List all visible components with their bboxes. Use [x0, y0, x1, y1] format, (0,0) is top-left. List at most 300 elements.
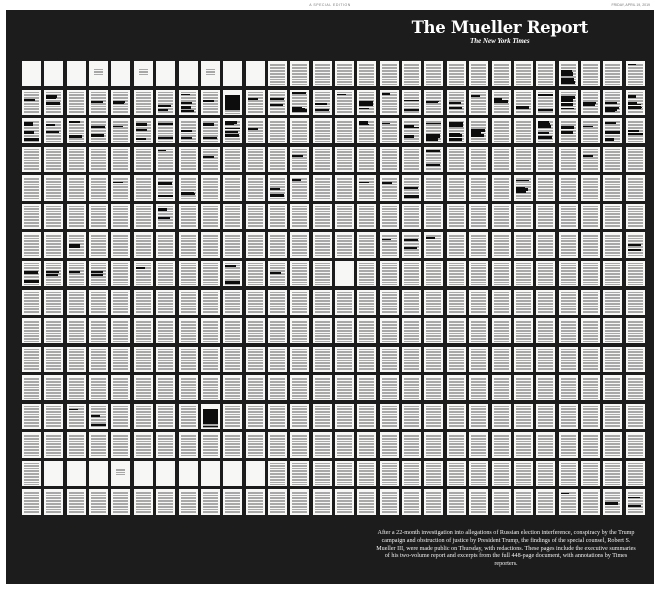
- report-page-thumbnail: [357, 347, 376, 372]
- report-page-thumbnail: [89, 232, 108, 257]
- report-page-thumbnail: [380, 404, 399, 429]
- report-page-thumbnail: [67, 432, 86, 457]
- report-page-thumbnail: [223, 489, 242, 514]
- report-page-thumbnail: [536, 261, 555, 286]
- report-page-thumbnail: [290, 232, 309, 257]
- report-page-thumbnail: [67, 204, 86, 229]
- report-page-thumbnail: [313, 375, 332, 400]
- report-page-thumbnail: [357, 61, 376, 86]
- report-page-thumbnail: [603, 489, 622, 514]
- report-page-thumbnail: [67, 147, 86, 172]
- report-page-thumbnail: [469, 461, 488, 486]
- report-page-thumbnail: [424, 347, 443, 372]
- report-page-thumbnail: [603, 232, 622, 257]
- report-page-thumbnail: [223, 204, 242, 229]
- report-page-thumbnail: [223, 461, 242, 486]
- report-page-thumbnail: [313, 290, 332, 315]
- report-page-thumbnail: [603, 204, 622, 229]
- report-page-thumbnail: [380, 261, 399, 286]
- report-page-thumbnail: [603, 375, 622, 400]
- report-page-thumbnail: [380, 147, 399, 172]
- report-page-thumbnail: [424, 147, 443, 172]
- report-page-thumbnail: [268, 261, 287, 286]
- report-page-thumbnail: [111, 347, 130, 372]
- report-page-thumbnail: [514, 489, 533, 514]
- report-page-thumbnail: [335, 204, 354, 229]
- report-page-thumbnail: [626, 461, 645, 486]
- report-page-thumbnail: [536, 175, 555, 200]
- report-page-thumbnail: [469, 204, 488, 229]
- report-page-thumbnail: [581, 461, 600, 486]
- report-page-thumbnail: [156, 290, 175, 315]
- report-page-thumbnail: [626, 147, 645, 172]
- dateline: FRIDAY, APRIL 19, 2019: [611, 3, 650, 7]
- report-page-thumbnail: [402, 404, 421, 429]
- report-page-thumbnail: [469, 175, 488, 200]
- report-page-thumbnail: [313, 118, 332, 143]
- report-page-thumbnail: [335, 375, 354, 400]
- report-page-thumbnail: [380, 290, 399, 315]
- report-page-thumbnail: [402, 118, 421, 143]
- report-page-thumbnail: [179, 432, 198, 457]
- report-page-thumbnail: [246, 432, 265, 457]
- report-page-thumbnail: [469, 61, 488, 86]
- report-page-thumbnail: [156, 432, 175, 457]
- report-page-thumbnail: [223, 175, 242, 200]
- report-page-thumbnail: [268, 232, 287, 257]
- report-page-thumbnail: [603, 261, 622, 286]
- report-page-thumbnail: [402, 261, 421, 286]
- report-page-thumbnail: [290, 347, 309, 372]
- report-page-thumbnail: [559, 61, 578, 86]
- report-page-thumbnail: [22, 261, 41, 286]
- report-page-thumbnail: [581, 347, 600, 372]
- report-page-thumbnail: [223, 318, 242, 343]
- report-page-thumbnail: [357, 118, 376, 143]
- report-page-thumbnail: [514, 461, 533, 486]
- report-page-thumbnail: [111, 489, 130, 514]
- report-page-thumbnail: [514, 432, 533, 457]
- report-page-thumbnail: [469, 432, 488, 457]
- report-page-thumbnail: [514, 375, 533, 400]
- report-page-thumbnail: [424, 232, 443, 257]
- report-page-thumbnail: [536, 290, 555, 315]
- report-page-thumbnail: [44, 175, 63, 200]
- report-page-thumbnail: [156, 347, 175, 372]
- report-title: The Mueller Report: [411, 18, 588, 37]
- report-page-thumbnail: [492, 432, 511, 457]
- report-page-thumbnail: [313, 232, 332, 257]
- report-page-thumbnail: [134, 432, 153, 457]
- report-page-thumbnail: [536, 204, 555, 229]
- report-page-thumbnail: [22, 318, 41, 343]
- report-page-thumbnail: [22, 404, 41, 429]
- report-page-thumbnail: [603, 461, 622, 486]
- report-page-thumbnail: [246, 347, 265, 372]
- report-page-thumbnail: [514, 261, 533, 286]
- report-page-thumbnail: [469, 90, 488, 115]
- report-page-thumbnail: [357, 204, 376, 229]
- report-page-thumbnail: [514, 175, 533, 200]
- report-page-thumbnail: [313, 432, 332, 457]
- report-page-thumbnail: [67, 489, 86, 514]
- report-page-thumbnail: [357, 261, 376, 286]
- report-page-thumbnail: [424, 489, 443, 514]
- report-page-thumbnail: [156, 90, 175, 115]
- report-page-thumbnail: [380, 489, 399, 514]
- report-page-thumbnail: [626, 90, 645, 115]
- report-page-thumbnail: [156, 204, 175, 229]
- report-page-thumbnail: [514, 204, 533, 229]
- report-page-thumbnail: [603, 318, 622, 343]
- report-page-thumbnail: [134, 347, 153, 372]
- report-page-thumbnail: [357, 375, 376, 400]
- report-page-thumbnail: [179, 461, 198, 486]
- report-page-thumbnail: [22, 489, 41, 514]
- report-page-thumbnail: [424, 432, 443, 457]
- report-page-thumbnail: [134, 489, 153, 514]
- report-page-thumbnail: [536, 375, 555, 400]
- report-page-thumbnail: [402, 232, 421, 257]
- report-page-thumbnail: [357, 432, 376, 457]
- report-page-thumbnail: [536, 232, 555, 257]
- report-page-thumbnail: [268, 489, 287, 514]
- report-page-thumbnail: [44, 404, 63, 429]
- report-page-thumbnail: [626, 318, 645, 343]
- report-page-thumbnail: [111, 204, 130, 229]
- report-page-thumbnail: [626, 175, 645, 200]
- report-page-thumbnail: [67, 175, 86, 200]
- report-page-thumbnail: [313, 404, 332, 429]
- report-page-thumbnail: [246, 118, 265, 143]
- report-page-thumbnail: [290, 90, 309, 115]
- report-page-thumbnail: [44, 90, 63, 115]
- report-page-thumbnail: [89, 90, 108, 115]
- report-page-thumbnail: [290, 375, 309, 400]
- report-page-thumbnail: [514, 118, 533, 143]
- report-page-thumbnail: [44, 261, 63, 286]
- report-page-thumbnail: [44, 489, 63, 514]
- report-page-thumbnail: [469, 375, 488, 400]
- report-page-thumbnail: [536, 461, 555, 486]
- report-page-thumbnail: [22, 461, 41, 486]
- report-page-thumbnail: [179, 347, 198, 372]
- report-page-thumbnail: [514, 90, 533, 115]
- report-page-thumbnail: [559, 432, 578, 457]
- report-page-thumbnail: [179, 489, 198, 514]
- report-page-thumbnail: [111, 461, 130, 486]
- report-page-thumbnail: [581, 404, 600, 429]
- report-page-thumbnail: [447, 61, 466, 86]
- report-page-thumbnail: [89, 261, 108, 286]
- report-page-thumbnail: [290, 489, 309, 514]
- report-page-thumbnail: [559, 375, 578, 400]
- report-page-thumbnail: [313, 461, 332, 486]
- report-page-thumbnail: [357, 489, 376, 514]
- report-page-thumbnail: [290, 147, 309, 172]
- report-page-thumbnail: [626, 290, 645, 315]
- report-page-thumbnail: [246, 61, 265, 86]
- report-page-thumbnail: [111, 261, 130, 286]
- report-page-thumbnail: [626, 347, 645, 372]
- report-page-thumbnail: [67, 347, 86, 372]
- report-page-thumbnail: [313, 318, 332, 343]
- report-page-thumbnail: [67, 375, 86, 400]
- report-page-thumbnail: [559, 404, 578, 429]
- report-page-thumbnail: [201, 175, 220, 200]
- report-page-thumbnail: [22, 118, 41, 143]
- report-page-thumbnail: [246, 375, 265, 400]
- report-page-thumbnail: [492, 204, 511, 229]
- report-page-thumbnail: [424, 61, 443, 86]
- report-page-thumbnail: [514, 232, 533, 257]
- report-page-thumbnail: [447, 118, 466, 143]
- report-page-thumbnail: [603, 290, 622, 315]
- report-page-thumbnail: [67, 318, 86, 343]
- report-page-thumbnail: [89, 204, 108, 229]
- report-page-thumbnail: [223, 404, 242, 429]
- report-page-thumbnail: [179, 118, 198, 143]
- report-page-thumbnail: [44, 347, 63, 372]
- report-page-thumbnail: [447, 204, 466, 229]
- report-page-thumbnail: [290, 461, 309, 486]
- report-page-thumbnail: [22, 232, 41, 257]
- report-page-thumbnail: [492, 461, 511, 486]
- report-page-thumbnail: [357, 318, 376, 343]
- report-page-thumbnail: [357, 90, 376, 115]
- report-page-thumbnail: [492, 90, 511, 115]
- report-page-thumbnail: [268, 147, 287, 172]
- report-page-thumbnail: [313, 147, 332, 172]
- report-page-thumbnail: [559, 318, 578, 343]
- report-page-thumbnail: [44, 232, 63, 257]
- report-page-thumbnail: [492, 375, 511, 400]
- report-page-thumbnail: [335, 118, 354, 143]
- report-page-thumbnail: [447, 290, 466, 315]
- report-page-thumbnail: [402, 175, 421, 200]
- report-page-thumbnail: [89, 347, 108, 372]
- report-page-thumbnail: [313, 347, 332, 372]
- report-page-thumbnail: [201, 432, 220, 457]
- report-page-thumbnail: [201, 118, 220, 143]
- report-page-thumbnail: [201, 90, 220, 115]
- report-page-thumbnail: [201, 204, 220, 229]
- report-page-thumbnail: [447, 347, 466, 372]
- report-page-thumbnail: [111, 290, 130, 315]
- report-page-thumbnail: [469, 347, 488, 372]
- report-page-thumbnail: [492, 61, 511, 86]
- report-page-thumbnail: [268, 118, 287, 143]
- report-page-thumbnail: [335, 261, 354, 286]
- report-page-thumbnail: [380, 318, 399, 343]
- report-page-thumbnail: [447, 489, 466, 514]
- report-page-thumbnail: [246, 175, 265, 200]
- report-page-thumbnail: [134, 61, 153, 86]
- report-page-thumbnail: [492, 175, 511, 200]
- report-page-thumbnail: [44, 318, 63, 343]
- report-page-thumbnail: [626, 432, 645, 457]
- report-page-thumbnail: [290, 175, 309, 200]
- report-page-thumbnail: [89, 461, 108, 486]
- report-page-thumbnail: [67, 232, 86, 257]
- report-page-thumbnail: [111, 404, 130, 429]
- report-page-thumbnail: [201, 318, 220, 343]
- edition-label: A SPECIAL EDITION: [309, 3, 351, 7]
- report-page-thumbnail: [111, 175, 130, 200]
- report-page-thumbnail: [492, 118, 511, 143]
- report-page-thumbnail: [89, 290, 108, 315]
- report-page-thumbnail: [559, 147, 578, 172]
- report-page-thumbnail: [201, 461, 220, 486]
- report-page-thumbnail: [335, 432, 354, 457]
- report-page-thumbnail: [134, 404, 153, 429]
- report-page-thumbnail: [559, 232, 578, 257]
- report-page-thumbnail: [246, 204, 265, 229]
- report-page-thumbnail: [380, 232, 399, 257]
- report-page-thumbnail: [402, 318, 421, 343]
- report-page-thumbnail: [201, 375, 220, 400]
- report-page-thumbnail: [335, 489, 354, 514]
- report-page-thumbnail: [179, 204, 198, 229]
- report-page-thumbnail: [335, 347, 354, 372]
- report-page-thumbnail: [201, 147, 220, 172]
- report-page-thumbnail: [290, 432, 309, 457]
- report-page-thumbnail: [156, 261, 175, 286]
- report-page-thumbnail: [89, 175, 108, 200]
- report-page-thumbnail: [380, 118, 399, 143]
- report-page-thumbnail: [290, 261, 309, 286]
- report-page-thumbnail: [492, 489, 511, 514]
- report-page-thumbnail: [402, 461, 421, 486]
- report-page-thumbnail: [290, 204, 309, 229]
- report-page-thumbnail: [335, 175, 354, 200]
- report-page-thumbnail: [223, 290, 242, 315]
- report-page-thumbnail: [22, 290, 41, 315]
- report-page-thumbnail: [380, 90, 399, 115]
- report-page-thumbnail: [111, 90, 130, 115]
- report-page-thumbnail: [313, 204, 332, 229]
- report-page-thumbnail: [536, 90, 555, 115]
- report-page-thumbnail: [626, 118, 645, 143]
- report-page-thumbnail: [156, 375, 175, 400]
- report-page-thumbnail: [581, 375, 600, 400]
- report-page-thumbnail: [626, 375, 645, 400]
- report-poster: [6, 10, 654, 584]
- report-page-thumbnail: [514, 347, 533, 372]
- report-page-thumbnail: [424, 290, 443, 315]
- report-page-thumbnail: [67, 61, 86, 86]
- report-page-thumbnail: [44, 204, 63, 229]
- report-page-thumbnail: [492, 404, 511, 429]
- report-page-thumbnail: [469, 232, 488, 257]
- report-page-thumbnail: [447, 318, 466, 343]
- report-page-thumbnail: [492, 318, 511, 343]
- report-page-thumbnail: [246, 318, 265, 343]
- report-page-thumbnail: [268, 432, 287, 457]
- report-page-thumbnail: [223, 118, 242, 143]
- report-page-thumbnail: [514, 61, 533, 86]
- report-page-thumbnail: [447, 90, 466, 115]
- report-page-thumbnail: [156, 61, 175, 86]
- report-page-thumbnail: [581, 318, 600, 343]
- newspaper-logo: The New York Times: [469, 37, 530, 45]
- report-page-thumbnail: [335, 318, 354, 343]
- report-page-thumbnail: [559, 347, 578, 372]
- report-page-thumbnail: [335, 404, 354, 429]
- report-page-thumbnail: [134, 318, 153, 343]
- report-page-thumbnail: [179, 261, 198, 286]
- report-page-thumbnail: [246, 232, 265, 257]
- report-page-thumbnail: [424, 90, 443, 115]
- report-page-thumbnail: [111, 147, 130, 172]
- report-page-thumbnail: [89, 61, 108, 86]
- report-page-thumbnail: [179, 375, 198, 400]
- report-page-thumbnail: [290, 404, 309, 429]
- report-page-thumbnail: [402, 147, 421, 172]
- report-page-thumbnail: [603, 118, 622, 143]
- report-page-thumbnail: [67, 290, 86, 315]
- report-page-thumbnail: [335, 461, 354, 486]
- report-page-thumbnail: [89, 147, 108, 172]
- report-page-thumbnail: [134, 147, 153, 172]
- report-page-thumbnail: [469, 318, 488, 343]
- report-page-thumbnail: [156, 175, 175, 200]
- report-page-thumbnail: [380, 461, 399, 486]
- report-page-thumbnail: [22, 375, 41, 400]
- report-page-thumbnail: [268, 404, 287, 429]
- report-page-thumbnail: [626, 232, 645, 257]
- report-page-thumbnail: [223, 347, 242, 372]
- report-page-thumbnail: [581, 432, 600, 457]
- report-page-thumbnail: [581, 204, 600, 229]
- report-page-thumbnail: [111, 232, 130, 257]
- report-page-thumbnail: [424, 118, 443, 143]
- report-page-thumbnail: [581, 261, 600, 286]
- report-page-thumbnail: [268, 204, 287, 229]
- report-page-thumbnail: [536, 489, 555, 514]
- report-page-thumbnail: [179, 90, 198, 115]
- report-page-thumbnail: [335, 61, 354, 86]
- report-page-thumbnail: [44, 375, 63, 400]
- report-page-thumbnail: [424, 175, 443, 200]
- report-page-thumbnail: [514, 147, 533, 172]
- report-page-thumbnail: [134, 461, 153, 486]
- report-page-thumbnail: [22, 61, 41, 86]
- report-page-thumbnail: [603, 347, 622, 372]
- report-page-thumbnail: [268, 61, 287, 86]
- report-page-thumbnail: [402, 375, 421, 400]
- report-page-thumbnail: [402, 61, 421, 86]
- report-page-thumbnail: [156, 461, 175, 486]
- report-page-thumbnail: [201, 347, 220, 372]
- report-page-thumbnail: [179, 232, 198, 257]
- report-page-thumbnail: [156, 318, 175, 343]
- report-page-thumbnail: [44, 118, 63, 143]
- report-page-thumbnail: [536, 432, 555, 457]
- report-page-thumbnail: [179, 290, 198, 315]
- report-page-thumbnail: [313, 261, 332, 286]
- report-page-thumbnail: [424, 375, 443, 400]
- report-page-thumbnail: [380, 204, 399, 229]
- report-page-thumbnail: [402, 204, 421, 229]
- report-page-thumbnail: [179, 175, 198, 200]
- report-page-thumbnail: [268, 461, 287, 486]
- report-page-thumbnail: [447, 147, 466, 172]
- report-page-thumbnail: [380, 61, 399, 86]
- report-page-thumbnail: [559, 204, 578, 229]
- report-page-thumbnail: [603, 90, 622, 115]
- report-page-thumbnail: [134, 375, 153, 400]
